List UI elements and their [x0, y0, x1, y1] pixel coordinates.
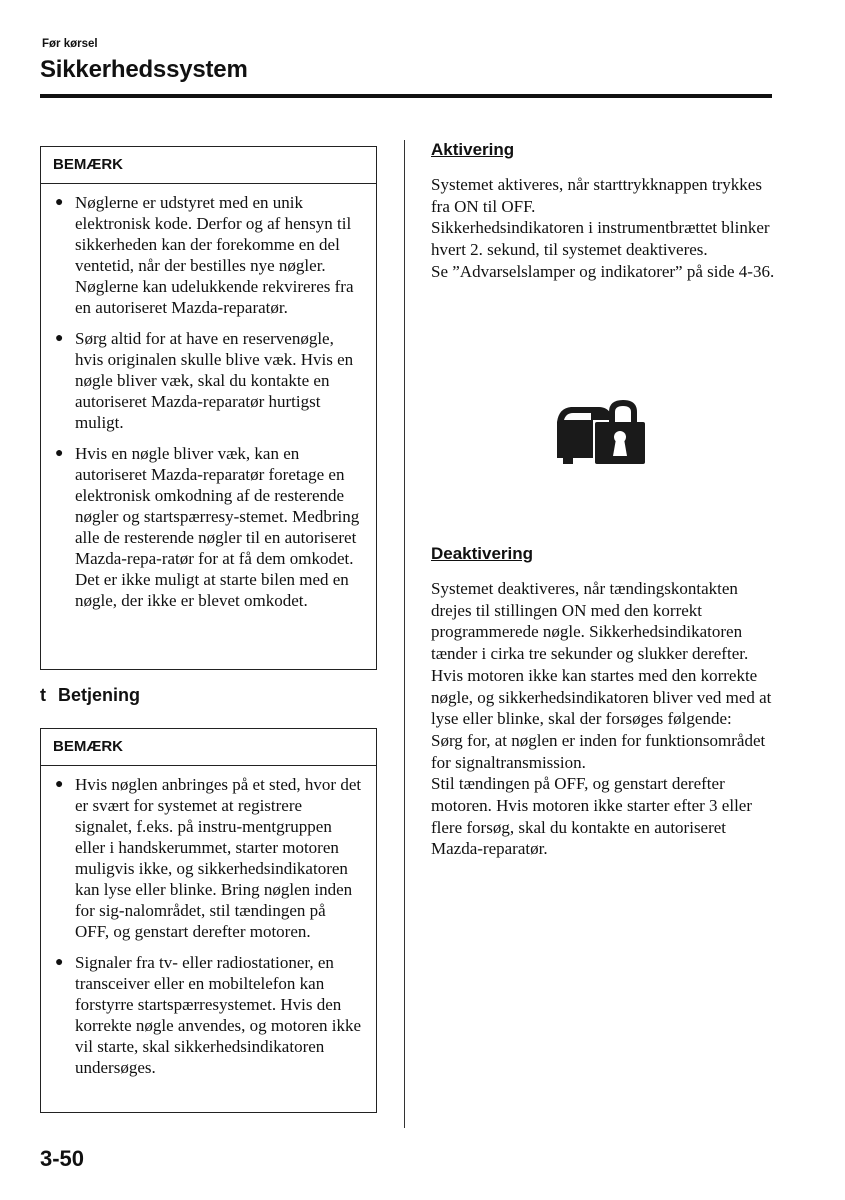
security-indicator-icon: [553, 398, 648, 466]
list-item-text: Signaler fra tv- eller radiostationer, en transceiver eller en mobiltelefon kan forstyrre startspærresystemet. Hvis den korrekte nøgle anvendes, og motoren ikke vil starte, skal sikkerhedsindikatoren undersøges.: [75, 953, 362, 1077]
deaktivering-text: [431, 578, 776, 860]
header-rule: [40, 94, 772, 98]
note-body: [41, 766, 376, 1088]
list-item: [53, 952, 362, 1078]
column-divider: [404, 140, 405, 1128]
list-item: [53, 443, 362, 611]
list-item-text: Sørg altid for at have en reservenøgle, hvis originalen skulle blive væk. Hvis en nøgle bliver væk, skal du kontakte en autoriseret Mazda-reparatør hurtigst muligt.: [75, 329, 354, 432]
page-title: Sikkerhedssystem: [40, 56, 248, 83]
section-heading: [40, 685, 140, 706]
aktivering-text: [431, 174, 776, 283]
page-number: 3-50: [40, 1146, 85, 1171]
list-item: [53, 774, 362, 942]
section-label: Før kørsel: [42, 38, 98, 50]
note-box-2: [40, 728, 377, 1113]
paragraph-line: Sørg for, at nøglen er inden for funktionsområdet for signaltransmission.: [431, 730, 766, 772]
paragraph-line: Se ”Advarselslamper og indikatorer” på side 4-36.: [431, 261, 775, 281]
list-item: [53, 328, 362, 433]
aktivering-heading: Aktivering: [431, 140, 515, 159]
paragraph-line: Systemet deaktiveres, når tændingskontakten drejes til stillingen ON med den korrekt programmerede nøgle. Sikkerhedsindikatoren tænder i cirka tre sekunder og slukker derefter. Hvis motoren ikke kan startes med den korrekte nøgle, og sikkerhedsindikatoren bliver ved med at lyse eller blinke, skal der forsøges følgende:: [431, 579, 772, 729]
bullet-list: [53, 774, 362, 1078]
bullet-icon: ●: [55, 195, 64, 210]
paragraph-line: Systemet aktiveres, når starttrykknappen trykkes fra ON til OFF.: [431, 175, 762, 216]
list-item-text: Nøglerne er udstyret med en unik elektronisk kode. Derfor og af hensyn til sikkerheden kan der forekomme en del ventetid, når der bestilles nye nøgler. Nøglerne kan udelukkende rekvireres fra en autoriseret Mazda-reparatør.: [75, 193, 354, 317]
deaktivering-heading: Deaktivering: [431, 544, 534, 563]
paragraph-line: Stil tændingen på OFF, og genstart derefter motoren. Hvis motoren ikke starter efter 3 eller flere forsøg, skal du kontakte en autoriseret Mazda-reparatør.: [431, 774, 752, 859]
list-item-text: Hvis nøglen anbringes på et sted, hvor det er svært for systemet at registrere signalet, f.eks. på instru-mentgruppen eller i handskerummet, starter motoren muligvis ikke, og sikkerhedsindikatoren kan lyse eller blinke. Bring nøglen inden for sig-nalområdet, stil tændingen på OFF, og genstart derefter motoren.: [75, 775, 362, 941]
bullet-icon: ●: [55, 777, 64, 792]
note-heading: BEMÆRK: [41, 729, 376, 766]
section-heading-text: Betjening: [58, 685, 141, 705]
bullet-icon: ●: [55, 331, 64, 346]
note-box-1: [40, 146, 377, 670]
list-item-text: Hvis en nøgle bliver væk, kan en autoriseret Mazda-reparatør foretage en elektronisk omkodning af de resterende nøgler og startspærresy-stemet. Medbring alle de resterende nøgler til en autoriseret Mazda-repa-ratør for at få dem omkodet. Det er ikke muligt at starte bilen med en nøgle, der ikke er blevet omkodet.: [75, 444, 360, 610]
note-heading: BEMÆRK: [41, 147, 376, 184]
bullet-icon: ●: [55, 446, 64, 461]
bullet-icon: ●: [55, 955, 64, 970]
bullet-list: [53, 192, 362, 611]
paragraph-line: Sikkerhedsindikatoren i instrumentbrættet blinker hvert 2. sekund, til systemet deaktiveres.: [431, 218, 770, 260]
note-body: [41, 184, 376, 621]
section-marker: t: [40, 685, 46, 705]
list-item: [53, 192, 362, 318]
